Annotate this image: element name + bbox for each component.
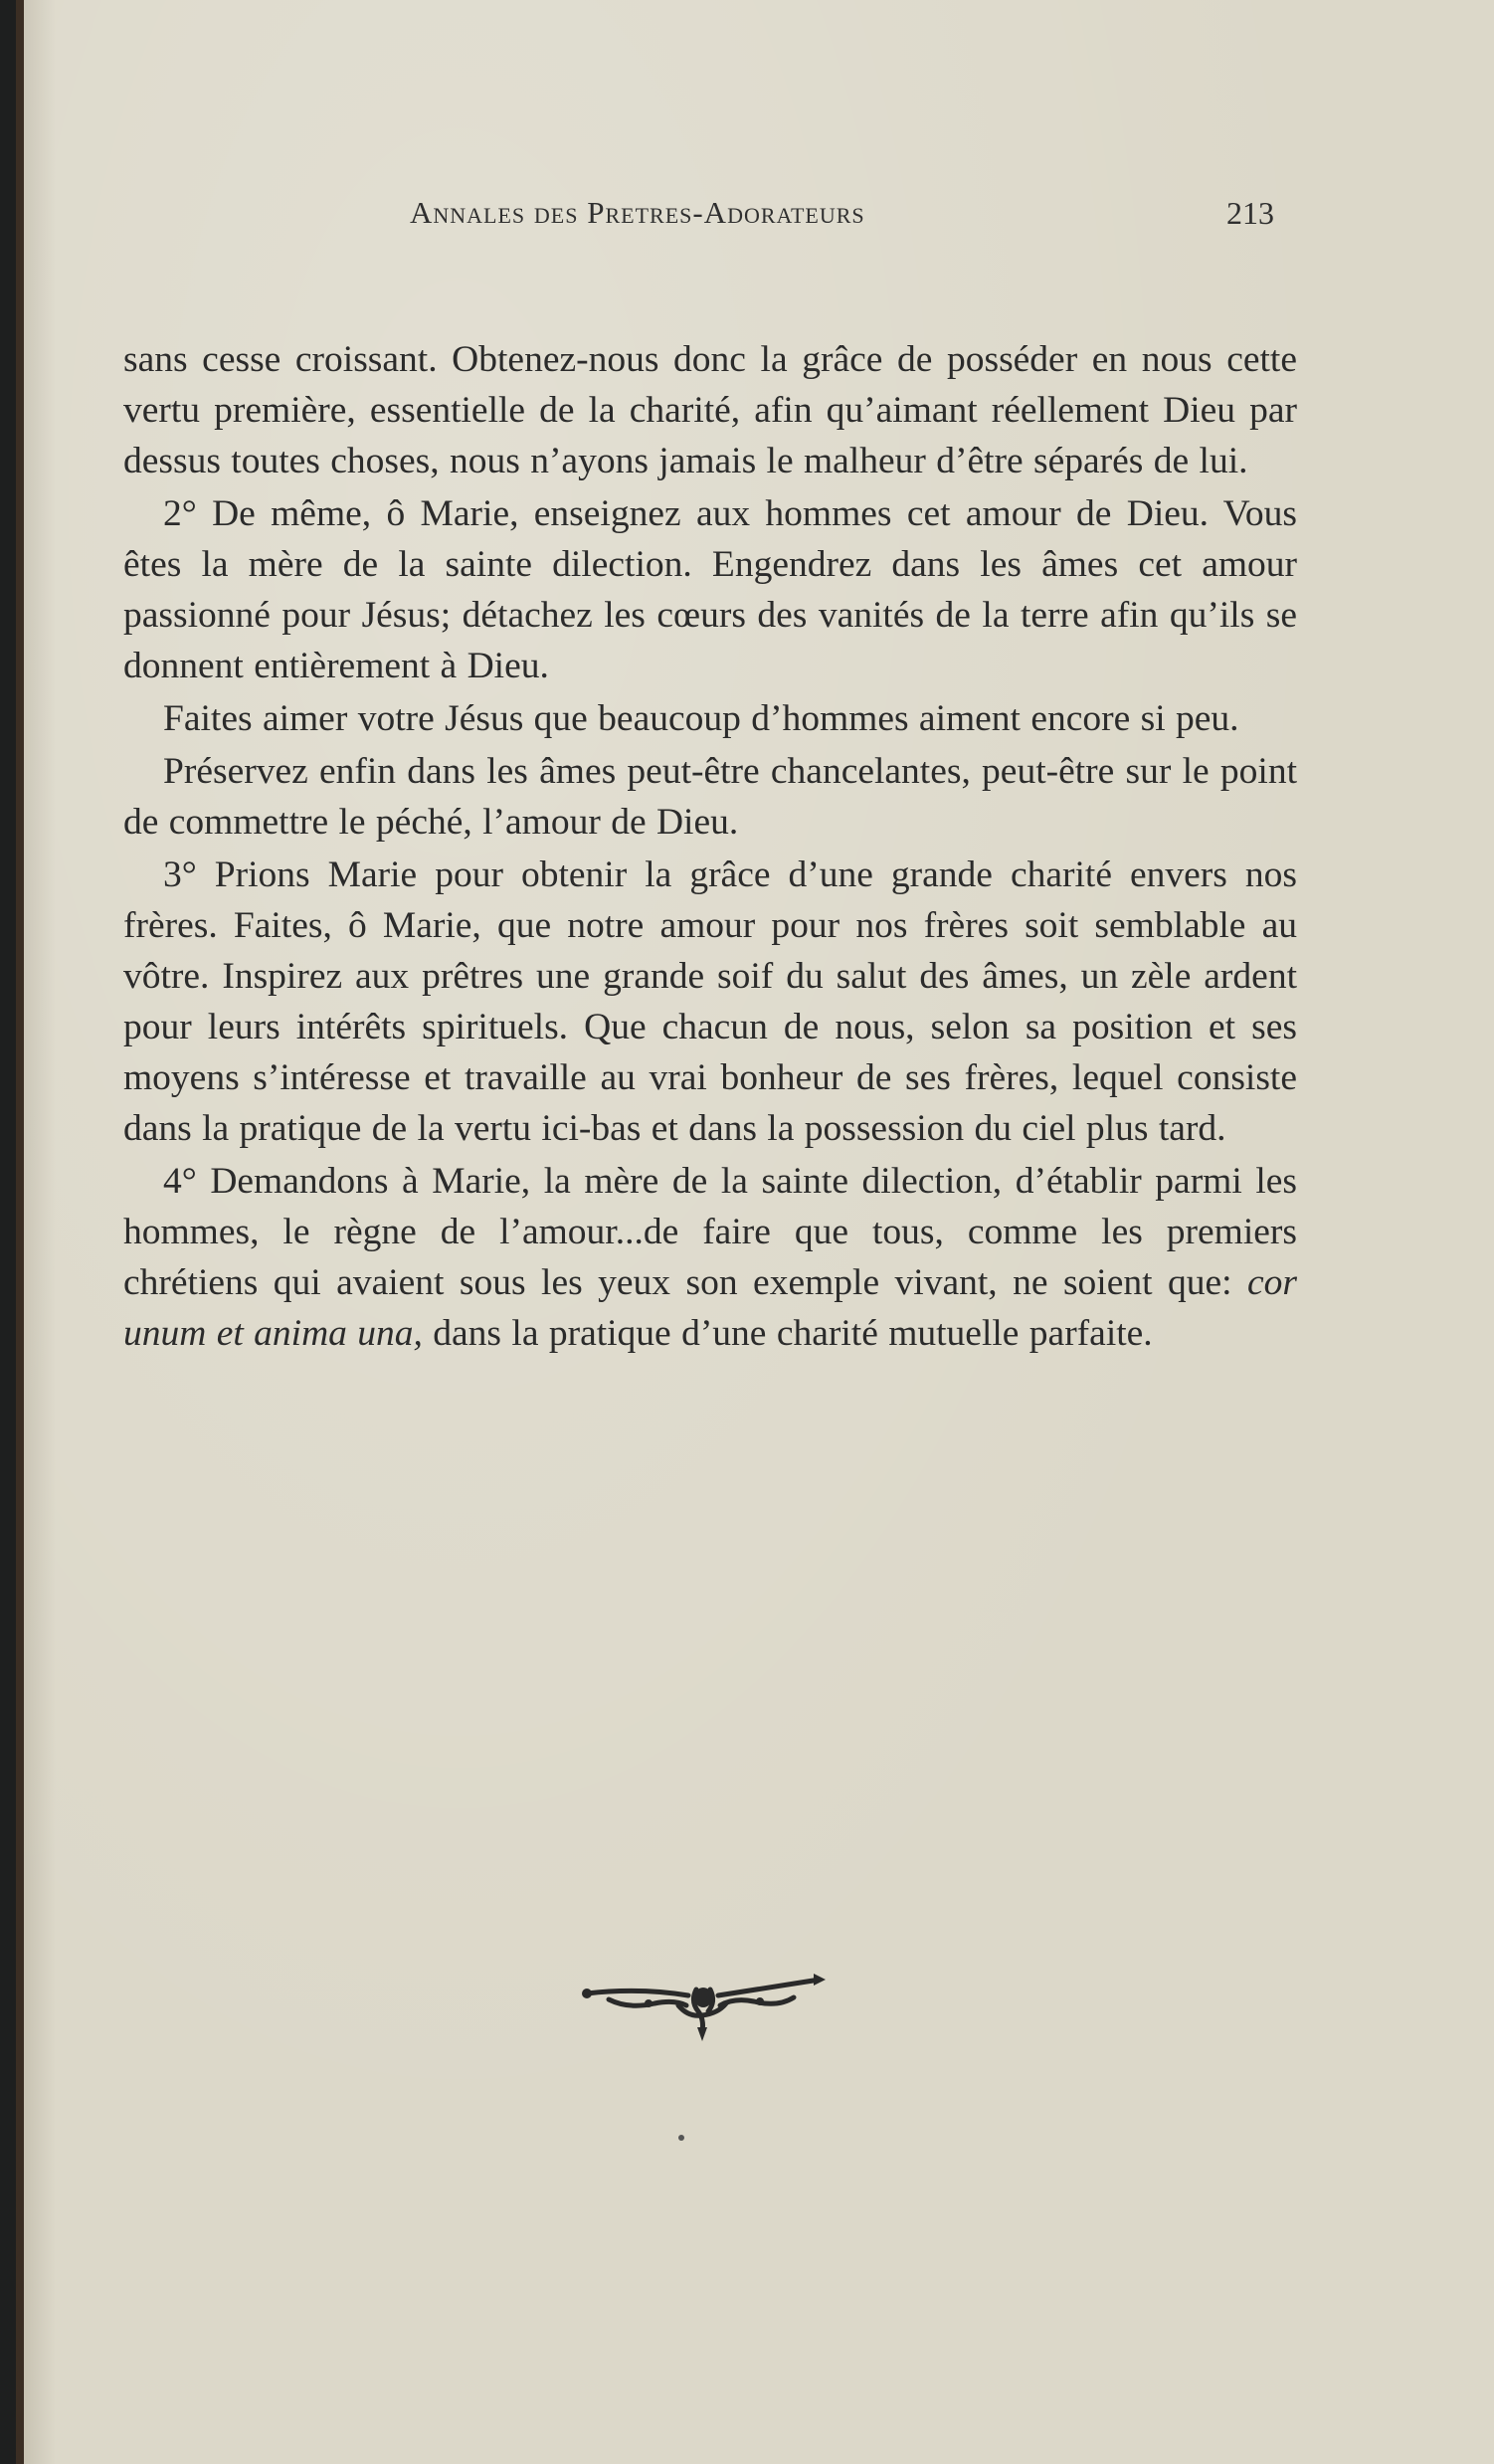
paragraph-6 — [123, 1156, 1297, 1359]
paragraph-1: sans cesse croissant. Obtenez-nous donc la grâce de posséder en nous cette vertu première, essentielle de la charité, afin qu’aimant réellement Dieu par dessus toutes choses, nous n’ayons jamais le malheur d’être séparés de lui. — [123, 339, 1297, 481]
body-text — [123, 334, 1297, 1359]
running-head — [16, 195, 1494, 235]
book-page — [16, 0, 1494, 2464]
paragraph-4: Préservez enfin dans les âmes peut-être chancelantes, peut-être sur le point de commettre le péché, l’amour de Dieu. — [123, 751, 1297, 843]
binding-edge — [16, 0, 24, 2464]
paragraph-6-end: dans la pratique d’une charité mutuelle parfaite. — [422, 1313, 1153, 1354]
running-title: Annales des Pretres-Adorateurs — [410, 195, 865, 230]
paragraph-6-start: 4° Demandons à Marie, la mère de la sainte dilection, d’établir parmi les hommes, le règne de l’amour...de faire que tous, comme les premiers chrétiens qui avaient sous les yeux son exemple vivant, ne soient que: — [123, 1161, 1297, 1303]
paper-speck — [678, 2135, 684, 2141]
page-number: 213 — [1226, 195, 1274, 231]
paragraph-5: 3° Prions Marie pour obtenir la grâce d’une grande charité envers nos frères. Faites, ô Marie, que notre amour pour nos frères soit semblable au vôtre. Inspirez aux prêtres une grande soif du salut des âmes, un zèle ardent pour leurs intérêts spirituels. Que chacun de nous, selon sa position et ses moyens s’intéresse et travaille au vrai bonheur de ses frères, lequel consiste dans la pratique de la vertu ici-bas et dans la possession du ciel plus tard. — [123, 854, 1297, 1149]
fleuron-ornament-icon — [579, 1966, 828, 2045]
latin-phrase: cor unum et anima una, — [123, 1262, 1297, 1354]
paragraph-2: 2° De même, ô Marie, enseignez aux hommes cet amour de Dieu. Vous êtes la mère de la sainte dilection. Engendrez dans les âmes cet amour passionné pour Jésus; détachez les cœurs des vanités de la terre afin qu’ils se donnent entièrement à Dieu. — [123, 493, 1297, 686]
paragraph-3: Faites aimer votre Jésus que beaucoup d’hommes aiment encore si peu. — [163, 698, 1239, 739]
